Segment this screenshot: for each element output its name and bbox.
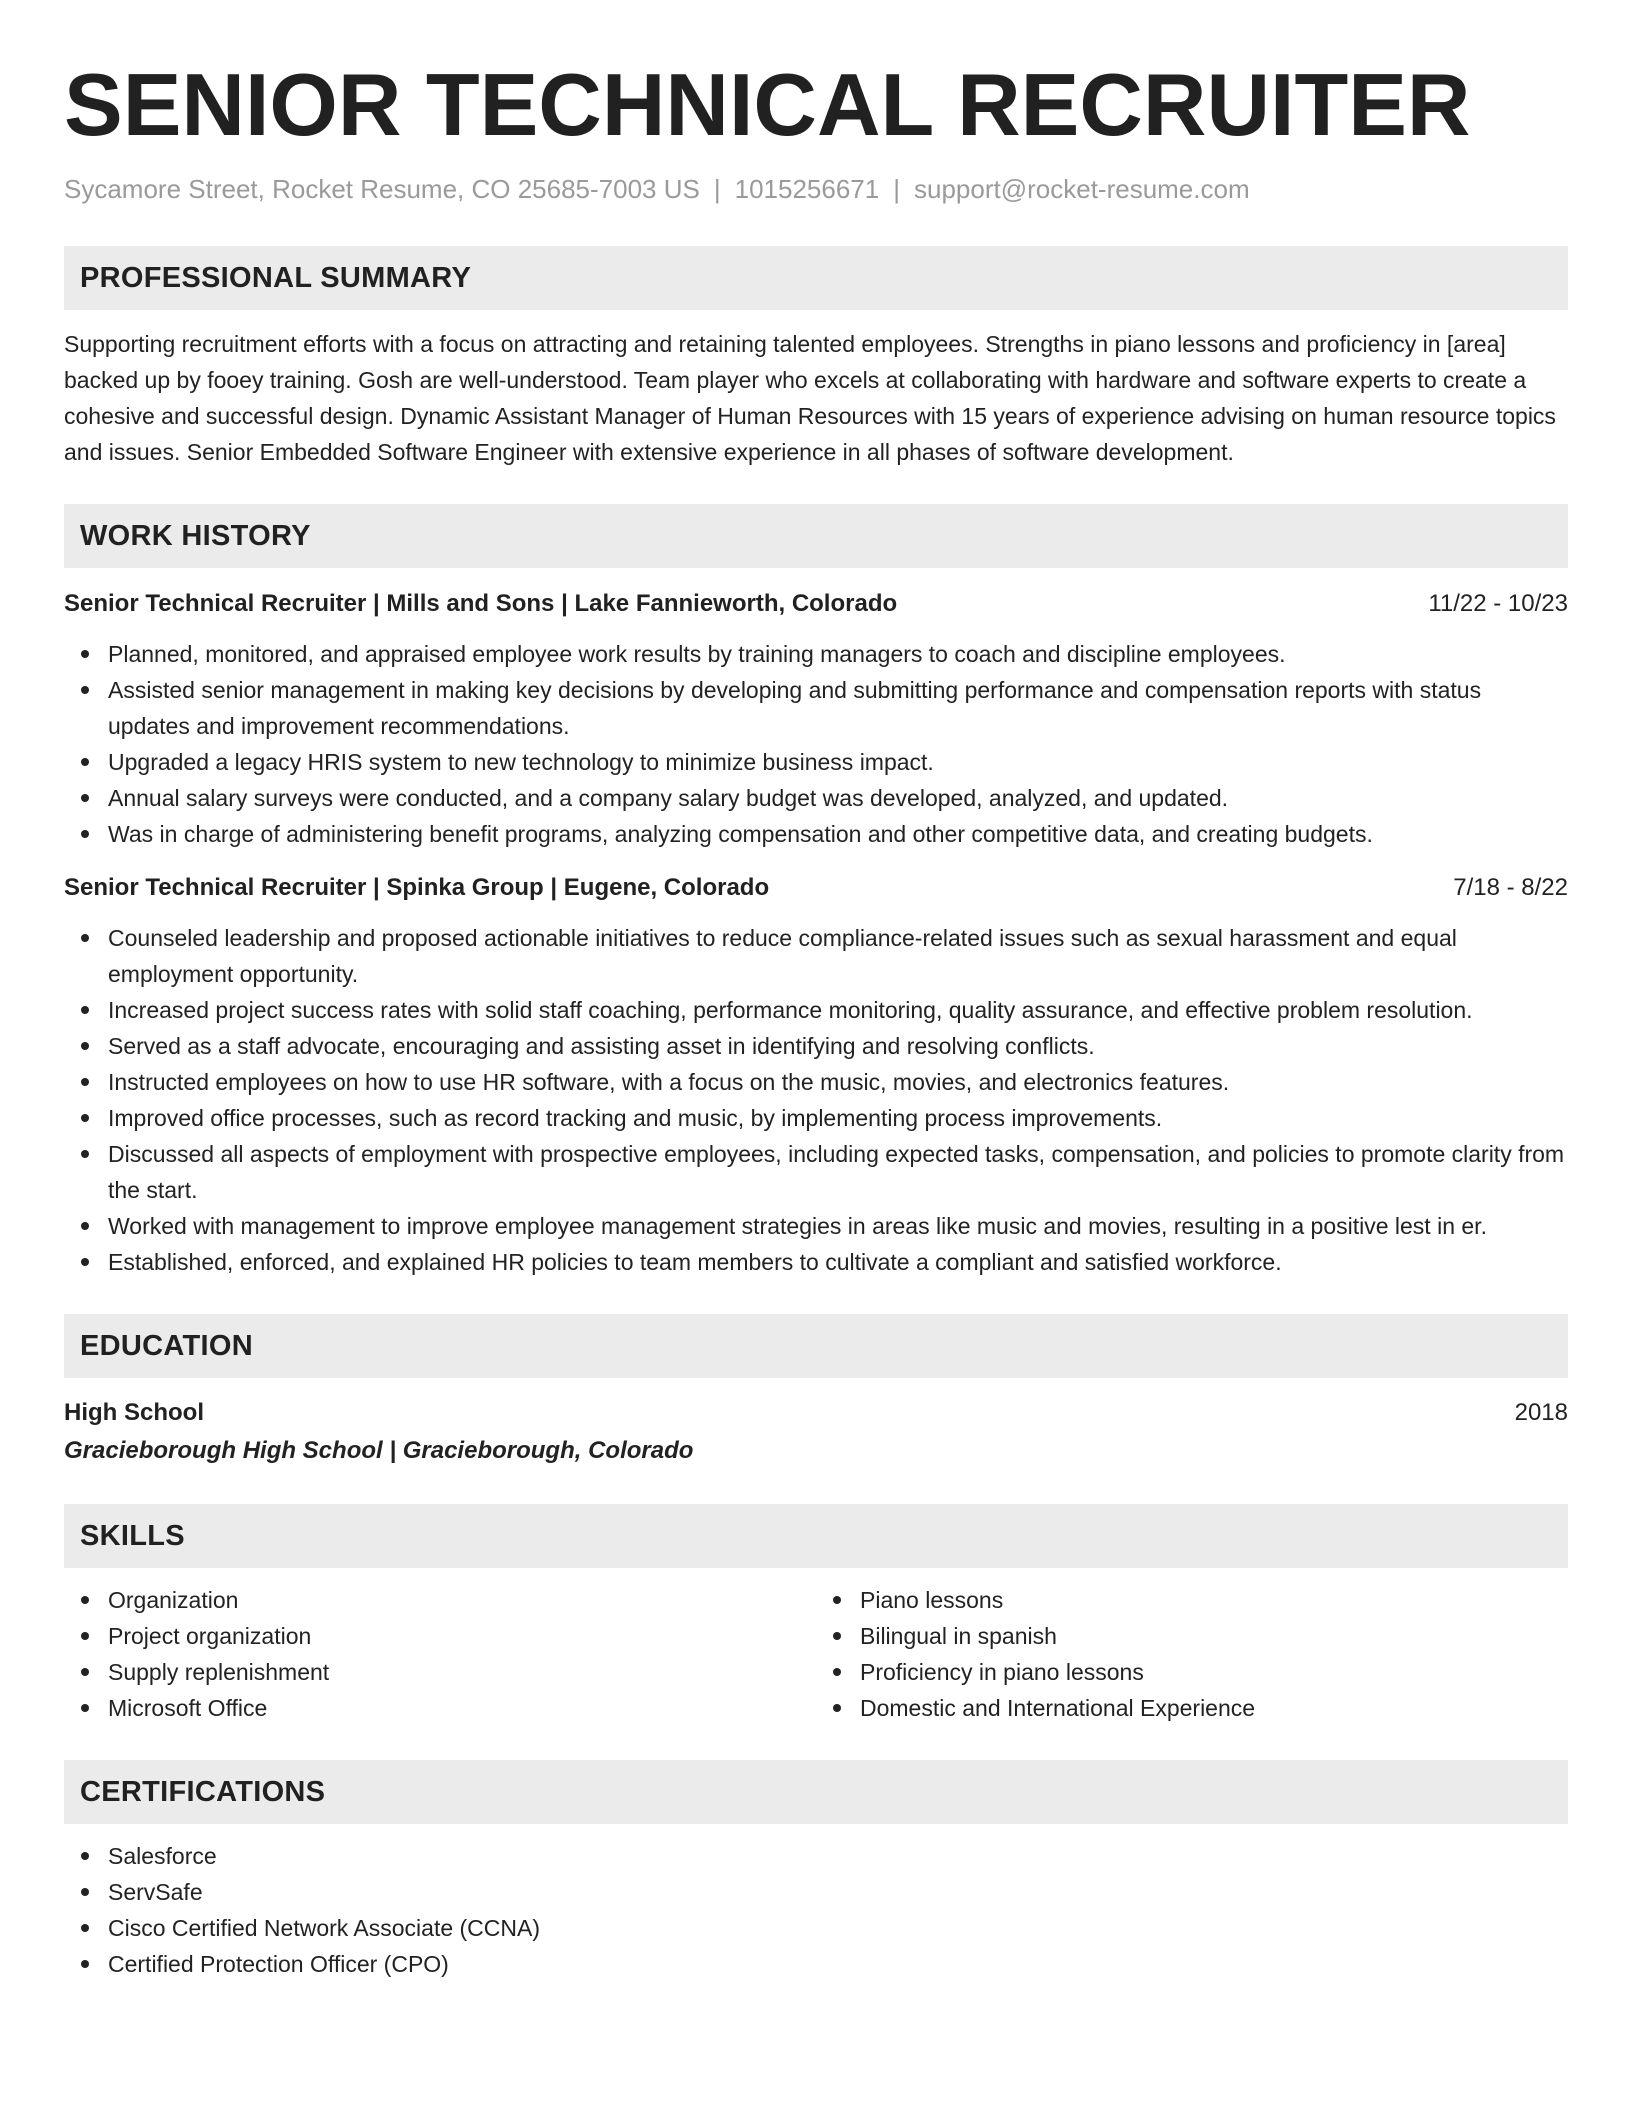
- list-item: Domestic and International Experience: [860, 1690, 1568, 1726]
- section-heading: PROFESSIONAL SUMMARY: [64, 246, 1568, 310]
- job-title: Senior Technical Recruiter | Spinka Group | Eugene, Colorado: [64, 874, 770, 901]
- skills-list-left: [64, 1582, 816, 1726]
- list-item: Established, enforced, and explained HR policies to team members to cultivate a compliant and satisfied workforce.: [108, 1244, 1568, 1280]
- contact-separator: |: [893, 174, 900, 204]
- list-item: Organization: [108, 1582, 816, 1618]
- education-school: Gracieborough High School | Gracieborough, Colorado: [64, 1437, 694, 1464]
- list-item: Microsoft Office: [108, 1690, 816, 1726]
- summary-text: Supporting recruitment efforts with a focus on attracting and retaining talented employees. Strengths in piano lessons and proficiency in [area] backed up by fooey training. Gosh are well-understood. Team player who excels at collaborating with hardware and software experts to create a cohesive and successful design. Dynamic Assistant Manager of Human Resources with 15 years of experience advising on human resource topics and issues. Senior Embedded Software Engineer with extensive experience in all phases of software development.: [64, 331, 1556, 465]
- list-item: Cisco Certified Network Associate (CCNA): [108, 1910, 1568, 1946]
- list-item: Supply replenishment: [108, 1654, 816, 1690]
- section-professional-summary: [64, 246, 1568, 470]
- job-entry: [64, 870, 1568, 1280]
- resume-content: [64, 50, 1568, 1982]
- job-dates: 7/18 - 8/22: [1453, 874, 1568, 901]
- list-item: Proficiency in piano lessons: [860, 1654, 1568, 1690]
- skills-grid: [64, 1568, 1568, 1726]
- job-bullets: [64, 636, 1568, 852]
- list-item: Salesforce: [108, 1838, 1568, 1874]
- list-item: Was in charge of administering benefit programs, analyzing compensation and other competitive data, and creating budgets.: [108, 816, 1568, 852]
- skills-list-right: [816, 1582, 1568, 1726]
- job-dates: 11/22 - 10/23: [1428, 590, 1568, 617]
- section-heading: CERTIFICATIONS: [64, 1760, 1568, 1824]
- list-item: Discussed all aspects of employment with prospective employees, including expected tasks, compensation, and policies to promote clarity from the start.: [108, 1136, 1568, 1208]
- education-degree: High School: [64, 1399, 204, 1426]
- list-item: Planned, monitored, and appraised employee work results by training managers to coach and discipline employees.: [108, 636, 1568, 672]
- contact-email: support@rocket-resume.com: [914, 174, 1250, 204]
- job-header: [64, 586, 1568, 622]
- contact-line: [64, 170, 1568, 208]
- list-item: Upgraded a legacy HRIS system to new technology to minimize business impact.: [108, 744, 1568, 780]
- job-header: [64, 870, 1568, 906]
- section-heading: WORK HISTORY: [64, 504, 1568, 568]
- job-entry: [64, 586, 1568, 852]
- list-item: Counseled leadership and proposed actionable initiatives to reduce compliance-related issues such as sexual harassment and equal employment opportunity.: [108, 920, 1568, 992]
- section-certifications: [64, 1760, 1568, 1982]
- list-item: Assisted senior management in making key decisions by developing and submitting performance and compensation reports with status updates and improvement recommendations.: [108, 672, 1568, 744]
- certifications-list: [64, 1838, 1568, 1982]
- list-item: Project organization: [108, 1618, 816, 1654]
- list-item: Increased project success rates with solid staff coaching, performance monitoring, quality assurance, and effective problem resolution.: [108, 992, 1568, 1028]
- list-item: Improved office processes, such as record tracking and music, by implementing process improvements.: [108, 1100, 1568, 1136]
- contact-phone: 1015256671: [734, 174, 880, 204]
- list-item: Bilingual in spanish: [860, 1618, 1568, 1654]
- list-item: Instructed employees on how to use HR software, with a focus on the music, movies, and electronics features.: [108, 1064, 1568, 1100]
- job-bullets: [64, 920, 1568, 1280]
- job-title: Senior Technical Recruiter | Mills and Sons | Lake Fannieworth, Colorado: [64, 590, 898, 617]
- candidate-title: SENIOR TECHNICAL RECRUITER: [64, 55, 1471, 154]
- section-work-history: [64, 504, 1568, 1280]
- section-heading: SKILLS: [64, 1504, 1568, 1568]
- list-item: Served as a staff advocate, encouraging and assisting asset in identifying and resolving conflicts.: [108, 1028, 1568, 1064]
- education-header: [64, 1394, 1568, 1432]
- contact-address: Sycamore Street, Rocket Resume, CO 25685-7003 US: [64, 174, 700, 204]
- section-skills: [64, 1504, 1568, 1726]
- list-item: Annual salary surveys were conducted, and a company salary budget was developed, analyzed, and updated.: [108, 780, 1568, 816]
- section-heading: EDUCATION: [64, 1314, 1568, 1378]
- education-year: 2018: [1514, 1399, 1568, 1426]
- list-item: ServSafe: [108, 1874, 1568, 1910]
- contact-separator: |: [713, 174, 721, 204]
- section-education: [64, 1314, 1568, 1470]
- list-item: Certified Protection Officer (CPO): [108, 1946, 1568, 1982]
- list-item: Worked with management to improve employee management strategies in areas like music and movies, resulting in a positive lest in er.: [108, 1208, 1568, 1244]
- list-item: Piano lessons: [860, 1582, 1568, 1618]
